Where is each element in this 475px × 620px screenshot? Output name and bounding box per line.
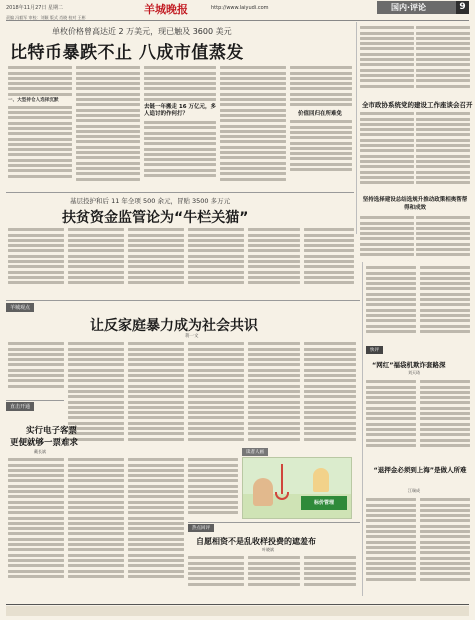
footer-rule: [6, 604, 469, 605]
left-rule: [6, 400, 64, 401]
section-rule-2: [6, 300, 360, 301]
right-col-j: [420, 378, 470, 458]
right-headline-b: 坚持选择建设总结选规升推动政策相奥帮帮得和成效: [362, 197, 468, 211]
opinion-col-6: [304, 340, 356, 452]
cartoon-illustration: [242, 457, 352, 519]
opinion-byline: 蒋一文: [185, 334, 199, 339]
left-col-1: [8, 456, 64, 590]
second-col-1: [8, 226, 64, 294]
opinion-tag: 羊城观点: [6, 303, 34, 312]
column-divider: [356, 22, 357, 234]
right-col-i: [366, 378, 416, 458]
lead-caption-1: 去链一年搬走 16 万亿元，多人追讨的作何打？: [144, 104, 216, 118]
opinion-col-4: [188, 340, 244, 452]
opinion-col-1: [8, 340, 64, 396]
section-name: 国内·评论: [377, 1, 469, 14]
column-divider: [362, 262, 363, 596]
newspaper-logo: 羊城晚报: [144, 3, 188, 16]
website-url[interactable]: http://www.laiyudi.com: [211, 5, 269, 11]
bottom-headline: 自愿相资不是乱收样投费的遮羞布: [196, 537, 316, 546]
figure-icon: [253, 478, 273, 506]
cartoon-sign: 标价管理: [301, 496, 347, 510]
bottom-byline: 叶晓斌: [262, 547, 274, 552]
bottom-tag: 热点回评: [188, 524, 214, 532]
bottom-rule: [188, 522, 360, 523]
right-col-k: [366, 496, 416, 592]
right-col-h: [420, 264, 470, 344]
second-col-6: [304, 226, 354, 294]
opinion-col-3: [128, 340, 184, 452]
right-bottom-headline-2: “退押金必须到上海”是做人所难: [373, 466, 467, 474]
right-col-f: [416, 214, 470, 260]
bottom-col-2: [248, 554, 300, 592]
second-headline: 扶贫资金监管论为“牛栏关猫”: [62, 210, 249, 226]
hook-icon: [281, 464, 283, 494]
issue-date: 2018年11月27日 星期二: [6, 5, 64, 11]
figure-icon: [313, 468, 329, 492]
right-col-a: [360, 24, 414, 94]
cartoon-tag: 读者人画: [242, 448, 268, 456]
second-kicker: 基层投护和后 11 年全项 500 余元，冒贴 3500 多万元: [70, 197, 231, 205]
second-col-4: [188, 226, 244, 294]
quick-review-tag: 快评: [366, 346, 383, 354]
lead-col-1: [8, 64, 72, 188]
masthead: [6, 2, 469, 16]
opinion-headline: 让反家庭暴力成为社会共识: [90, 318, 258, 334]
left-byline: 戴长斌: [34, 449, 46, 454]
right-bottom-byline-1: 刘天琦: [408, 370, 420, 375]
lead-kicker: 单枚价格曾高达近 2 万美元，现已触及 3600 美元: [52, 27, 232, 36]
lead-headline: 比特币暴跌不止 八成市值蒸发: [10, 43, 244, 63]
right-col-g: [366, 264, 416, 344]
bottom-col-3: [304, 554, 356, 592]
left-col-4: [188, 456, 238, 520]
right-bottom-headline-1: “网红”福袋机欺诈套路深: [372, 361, 446, 369]
lead-col-5: [290, 64, 352, 188]
section-rule: [6, 192, 354, 193]
lead-subhead-1: 一、大型持仓人选择沉默: [8, 98, 59, 104]
lead-col-4: [220, 64, 286, 188]
left-col-2: [68, 456, 124, 590]
lead-col-3: [144, 64, 216, 188]
right-col-c: [360, 110, 414, 192]
right-headline-a: 全市政协系统党的建设工作座谈会召开: [362, 101, 473, 109]
right-bottom-byline-2: 江瑞成: [408, 488, 420, 493]
right-col-d: [416, 110, 470, 192]
page-number: 9: [456, 1, 469, 14]
right-col-b: [416, 24, 470, 94]
left-headline-1: 实行电子客票: [26, 426, 78, 436]
right-col-l: [420, 496, 470, 592]
left-headline-2: 更便就够一票难求: [10, 438, 79, 448]
lead-col-2: [76, 64, 140, 188]
bottom-col-1: [188, 554, 244, 592]
editor-credits: 责编 冯毅军 审校：刘颖 版式 肖晓 校对 王彬: [6, 15, 469, 21]
second-col-5: [248, 226, 300, 294]
left-tag: 直击开通: [6, 402, 34, 411]
opinion-col-5: [248, 340, 300, 452]
right-col-e: [360, 214, 414, 260]
footer-bar: [6, 606, 469, 616]
left-col-3: [128, 456, 184, 590]
second-col-2: [68, 226, 124, 294]
lead-caption-2: 价值回归在所难免: [298, 111, 343, 118]
second-col-3: [128, 226, 184, 294]
